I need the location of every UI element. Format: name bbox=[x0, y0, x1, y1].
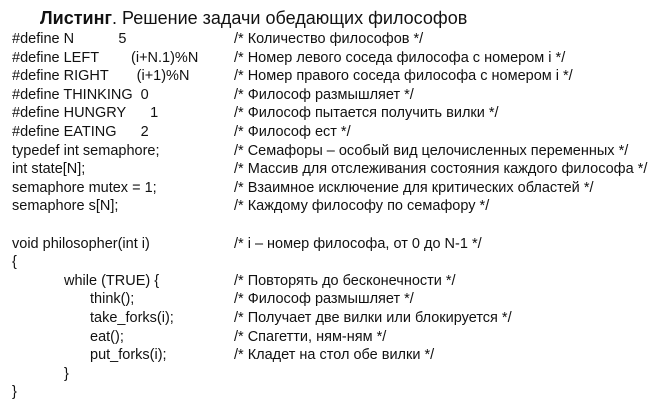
code-line bbox=[12, 235, 642, 254]
code-text: typedef int semaphore; bbox=[12, 142, 160, 159]
code-comment: /* Взаимное исключение для критических областей */ bbox=[234, 179, 594, 196]
code-comment: /* Получает две вилки или блокируется */ bbox=[234, 309, 512, 326]
code-text: think(); bbox=[90, 291, 135, 308]
code-text: eat(); bbox=[90, 328, 124, 345]
code-comment: /* Философ пытается получить вилки */ bbox=[234, 105, 499, 122]
code-text: #define THINKING 0 bbox=[12, 86, 149, 103]
code-text: put_forks(i); bbox=[90, 347, 167, 364]
code-line bbox=[12, 104, 642, 123]
code-line bbox=[12, 383, 642, 402]
code-line bbox=[12, 346, 642, 365]
code-text: semaphore s[N]; bbox=[12, 198, 119, 215]
code-line bbox=[12, 123, 642, 142]
code-line bbox=[12, 67, 642, 86]
listing-label: Листинг bbox=[40, 8, 112, 28]
code-comment: /* i – номер философа, от 0 до N-1 */ bbox=[234, 235, 482, 252]
code-line bbox=[12, 328, 642, 347]
code-comment: /* Повторять до бесконечности */ bbox=[234, 272, 456, 289]
code-text: { bbox=[12, 254, 17, 271]
code-text: while (TRUE) { bbox=[64, 272, 160, 289]
code-line bbox=[12, 290, 642, 309]
code-line bbox=[12, 86, 642, 105]
code-line bbox=[12, 253, 642, 272]
code-comment: /* Философ ест */ bbox=[234, 123, 351, 140]
code-comment: /* Кладет на стол обе вилки */ bbox=[234, 347, 435, 364]
code-comment: /* Семафоры – особый вид целочисленных переменных */ bbox=[234, 142, 629, 159]
code-comment: /* Философ размышляет */ bbox=[234, 86, 414, 103]
code-text: take_forks(i); bbox=[90, 309, 174, 326]
code-comment: /* Философ размышляет */ bbox=[234, 291, 414, 308]
code-line bbox=[12, 365, 642, 384]
listing-title-separator: . bbox=[111, 8, 122, 28]
code-line bbox=[12, 179, 642, 198]
code-text: } bbox=[12, 384, 17, 401]
code-line bbox=[12, 197, 642, 216]
code-comment: /* Спагетти, ням-ням */ bbox=[234, 328, 387, 345]
code-comment: /* Номер правого соседа философа с номером i */ bbox=[234, 68, 573, 85]
code-line bbox=[12, 272, 642, 291]
code-text: semaphore mutex = 1; bbox=[12, 179, 157, 196]
code-comment: /* Номер левого соседа философа с номером i */ bbox=[234, 49, 566, 66]
code-text: #define EATING 2 bbox=[12, 123, 149, 140]
code-text: int state[N]; bbox=[12, 161, 86, 178]
code-text: } bbox=[64, 365, 69, 382]
code-line bbox=[12, 30, 642, 49]
code-line bbox=[12, 216, 642, 235]
code-text: #define LEFT (i+N.1)%N bbox=[12, 49, 199, 66]
code-comment: /* Количество философов */ bbox=[234, 31, 424, 47]
code-text: void philosopher(int i) bbox=[12, 235, 150, 252]
code-text: #define HUNGRY 1 bbox=[12, 105, 159, 122]
code-listing bbox=[12, 30, 648, 402]
code-comment: /* Каждому философу по семафору */ bbox=[234, 198, 490, 215]
code-comment: /* Массив для отслеживания состояния каждого философа */ bbox=[234, 161, 648, 178]
code-line bbox=[12, 142, 642, 161]
code-line bbox=[12, 49, 642, 68]
code-line bbox=[12, 309, 642, 328]
code-text: #define N 5 bbox=[12, 31, 127, 47]
listing-title bbox=[40, 6, 467, 30]
code-line bbox=[12, 160, 648, 179]
listing-title-text: Решение задачи обедающих философов bbox=[121, 8, 468, 28]
code-text: #define RIGHT (i+1)%N bbox=[12, 68, 190, 85]
